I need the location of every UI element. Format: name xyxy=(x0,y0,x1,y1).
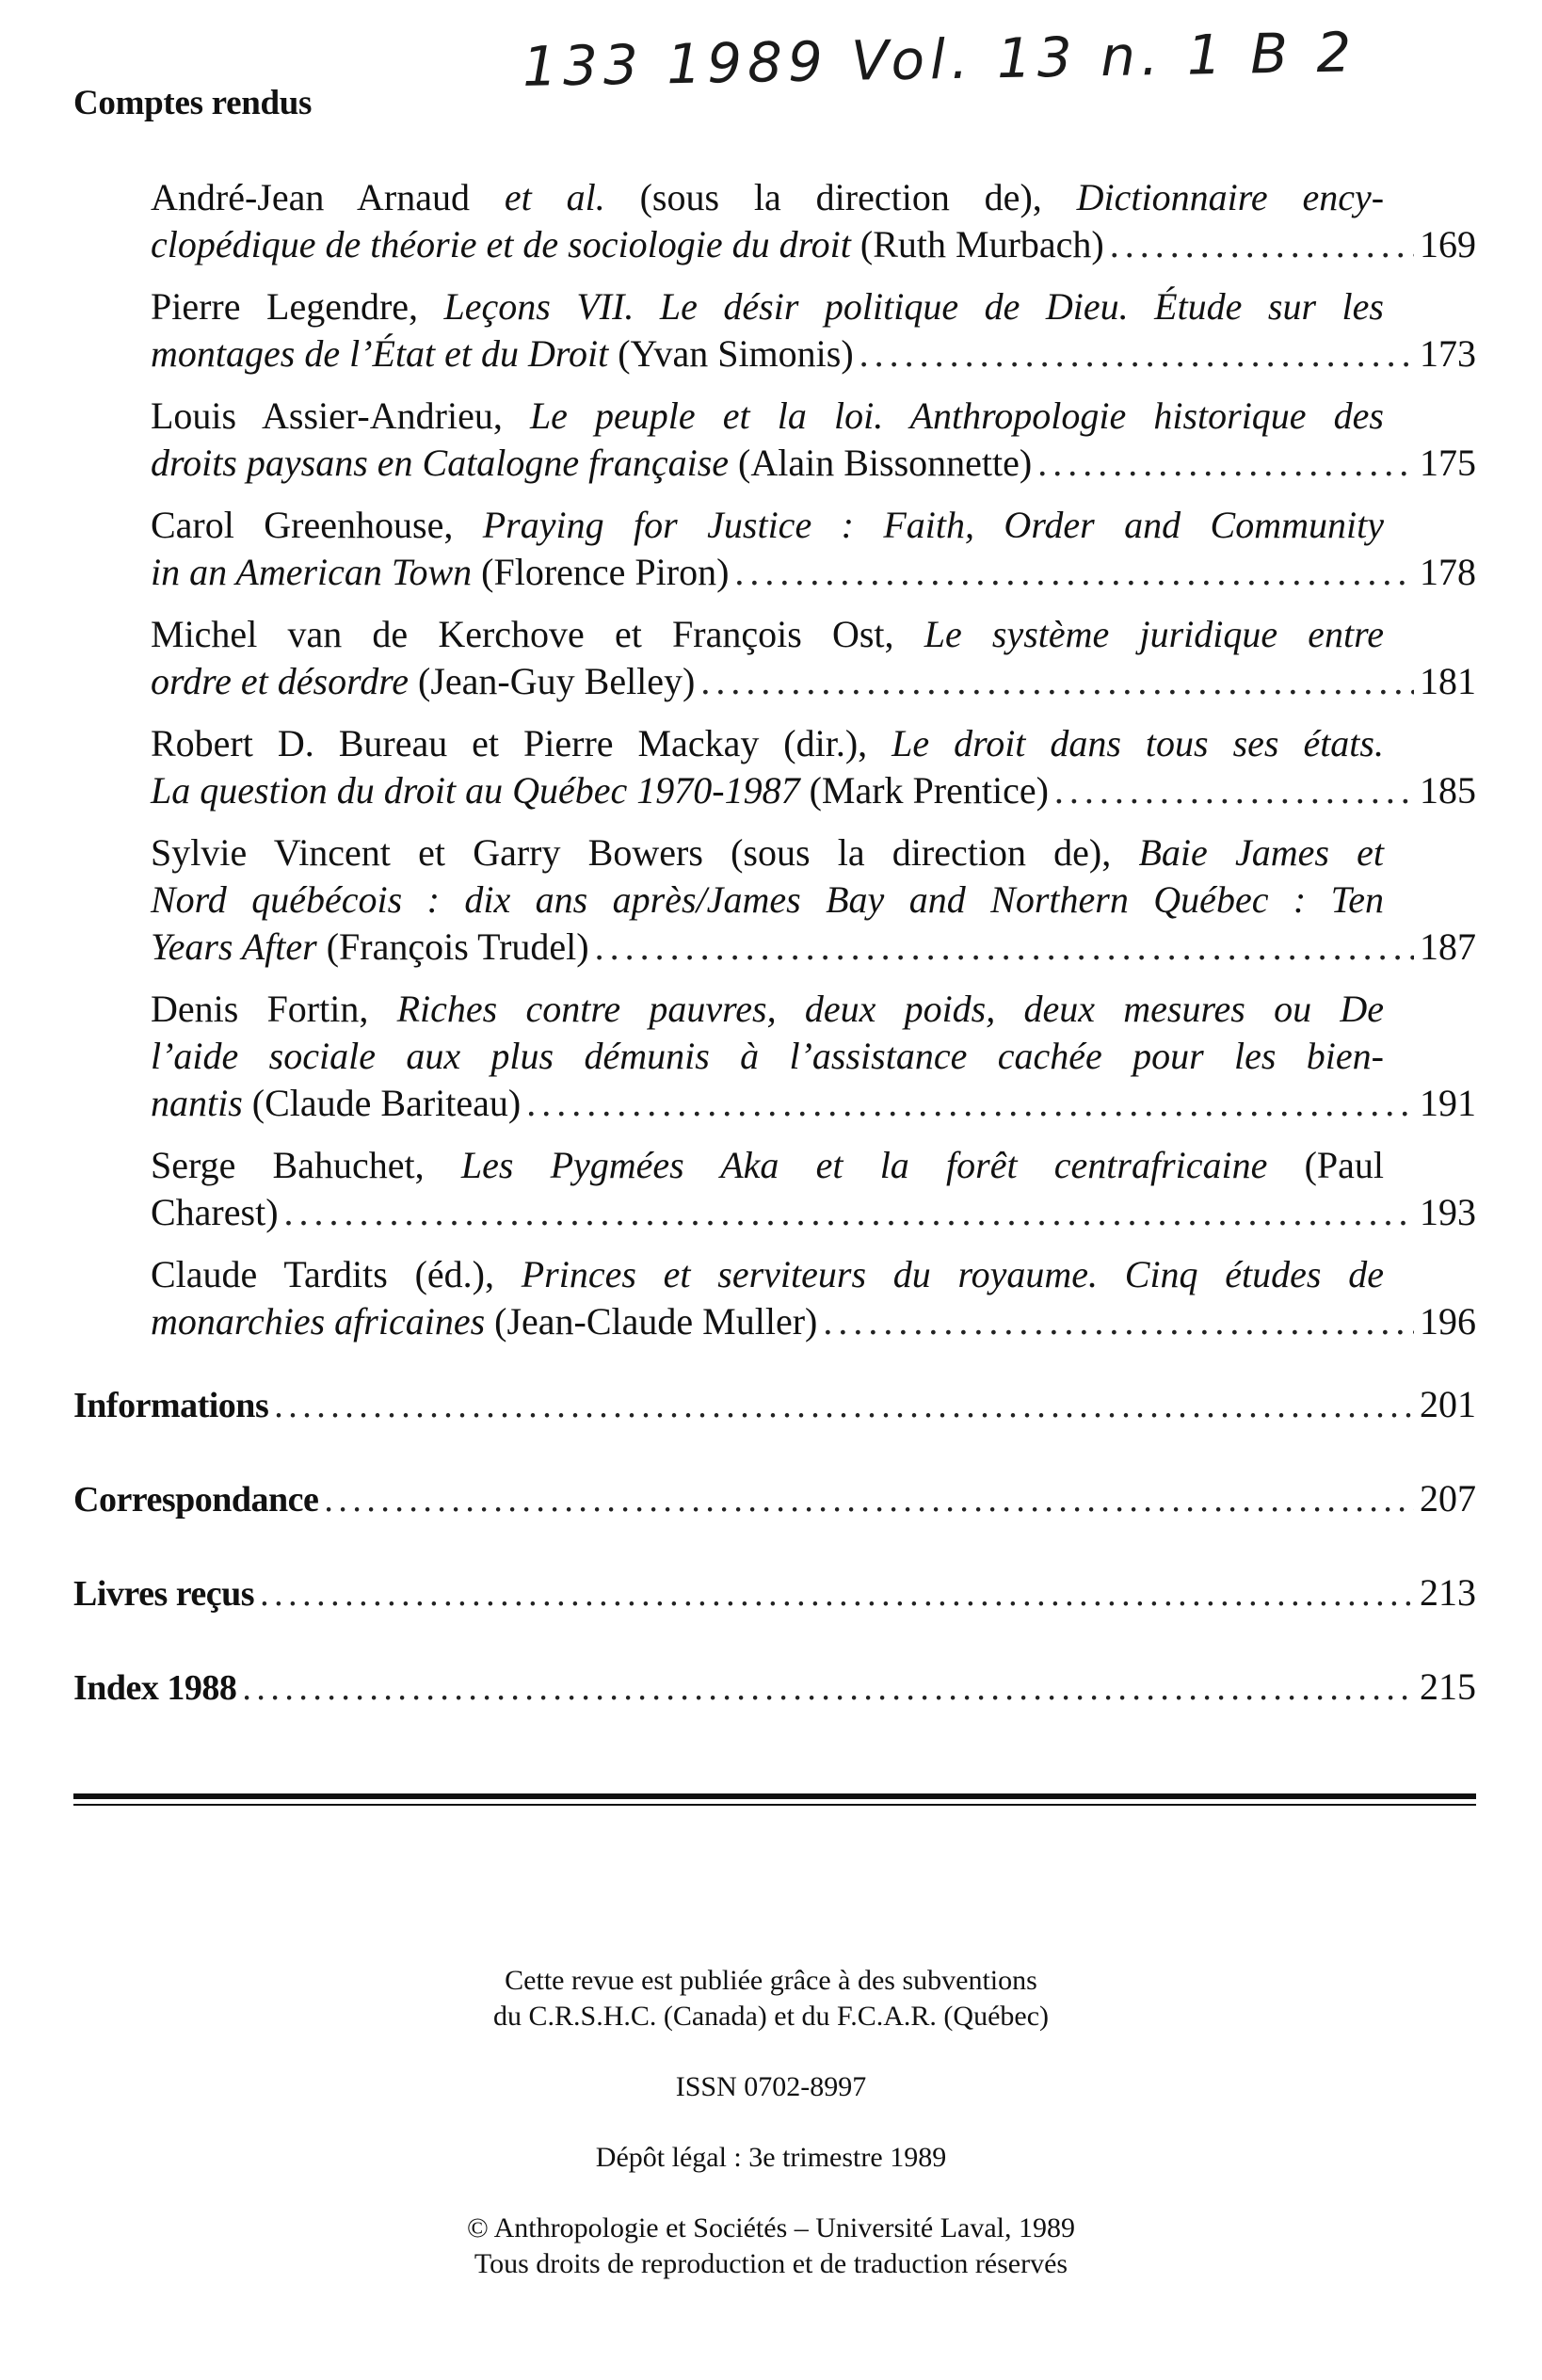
review-last-text xyxy=(151,1080,521,1127)
handwritten-annotation: 133 1989 Vol. 13 n. 1 B 2 xyxy=(522,20,1357,99)
text-run: André-Jean Arnaud xyxy=(151,176,505,218)
colophon-funding-1: Cette revue est publiée grâce à des subventions xyxy=(505,1965,1037,1996)
review-line xyxy=(151,283,1476,330)
text-run: Pierre Legendre, xyxy=(151,285,444,328)
page-number: 196 xyxy=(1420,1300,1476,1343)
text-run: Leçons VII. Le désir politique de Dieu. Étude sur les xyxy=(443,285,1384,328)
text-run: Baie James et xyxy=(1138,831,1385,874)
toc-section-row xyxy=(73,1382,1476,1428)
colophon xyxy=(0,1963,1542,2282)
review-line xyxy=(151,829,1476,876)
reviews-list xyxy=(151,174,1476,1360)
review-line xyxy=(151,986,1476,1033)
toc-section-label: Livres reçus xyxy=(73,1574,255,1614)
dot-leader xyxy=(284,1189,1414,1236)
text-run: droits paysans en Catalogne française xyxy=(151,442,730,484)
review-last-text xyxy=(151,221,1104,268)
text-run: (Florence Piron) xyxy=(472,551,730,593)
review-line-text xyxy=(151,502,1384,549)
colophon-depot: Dépôt légal : 3e trimestre 1989 xyxy=(595,2142,947,2173)
page-number: 201 xyxy=(1420,1383,1476,1425)
double-rule-thin xyxy=(73,1804,1476,1806)
text-run: Dictionnaire ency- xyxy=(1076,176,1385,218)
text-run: (Jean-Guy Belley) xyxy=(409,660,696,702)
review-line xyxy=(151,174,1476,221)
text-run: Praying for Justice : Faith, Order and Community xyxy=(482,504,1384,546)
text-run: (François Trudel) xyxy=(316,925,589,968)
dot-leader xyxy=(1037,440,1414,487)
text-run: clopédique de théorie et de sociologie du droit xyxy=(151,223,851,265)
text-run: (sous la direction de), xyxy=(604,176,1077,218)
text-run: Michel van de Kerchove et François Ost, xyxy=(151,613,924,655)
review-last-line xyxy=(151,330,1476,378)
review-entry xyxy=(151,829,1476,971)
review-line xyxy=(151,720,1476,767)
text-run: Years After xyxy=(151,925,317,968)
text-run: Serge Bahuchet, xyxy=(151,1144,461,1186)
text-run: Louis Assier-Andrieu, xyxy=(151,394,530,437)
review-last-line xyxy=(151,221,1476,268)
review-last-line xyxy=(151,658,1476,705)
toc-section-row xyxy=(73,1664,1476,1711)
review-last-text xyxy=(151,440,1032,487)
review-line-text xyxy=(151,876,1384,924)
colophon-funding-2: du C.R.S.H.C. (Canada) et du F.C.A.R. (Québec) xyxy=(492,2001,1050,2032)
text-run: (Claude Bariteau) xyxy=(242,1082,522,1124)
review-last-line xyxy=(151,1080,1476,1127)
review-line-text xyxy=(151,393,1384,440)
review-last-text xyxy=(151,1298,817,1345)
review-line-text xyxy=(151,986,1384,1033)
page-number: 207 xyxy=(1420,1477,1476,1520)
review-entry xyxy=(151,502,1476,596)
review-entry xyxy=(151,174,1476,268)
review-last-text xyxy=(151,658,695,705)
colophon-issn: ISSN 0702-8997 xyxy=(675,2071,867,2102)
dot-leader xyxy=(700,658,1414,705)
dot-leader xyxy=(595,924,1414,971)
text-run: l’aide sociale aux plus démunis à l’assistance cachée pour les bien- xyxy=(151,1035,1384,1077)
review-line xyxy=(151,502,1476,549)
text-run: Princes et serviteurs du royaume. Cinq études de xyxy=(521,1253,1384,1295)
review-line-text xyxy=(151,1251,1384,1298)
text-run: Riches contre pauvres, deux poids, deux mesures ou De xyxy=(396,988,1384,1030)
text-run: La question du droit au Québec 1970-1987 xyxy=(151,769,800,812)
dot-leader xyxy=(859,330,1414,378)
review-last-line xyxy=(151,767,1476,814)
toc-section-label: Informations xyxy=(73,1386,269,1425)
review-last-line xyxy=(151,440,1476,487)
review-line xyxy=(151,393,1476,440)
text-run: montages de l’État et du Droit xyxy=(151,332,609,375)
sections-list xyxy=(73,1382,1476,1759)
review-line-text xyxy=(151,1142,1384,1189)
dot-leader xyxy=(242,1665,1414,1711)
dot-leader xyxy=(324,1477,1414,1522)
colophon-copyright: © Anthropologie et Sociétés – Université Laval, 1989 xyxy=(467,2212,1075,2243)
dot-leader xyxy=(274,1383,1414,1428)
review-last-line xyxy=(151,924,1476,971)
text-run: Robert D. Bureau et Pierre Mackay (dir.), xyxy=(151,722,892,764)
review-line xyxy=(151,1251,1476,1298)
review-last-line xyxy=(151,1298,1476,1345)
review-last-text xyxy=(151,1189,279,1236)
text-run: Sylvie Vincent et Garry Bowers (sous la direction de), xyxy=(151,831,1139,874)
review-line xyxy=(151,1142,1476,1189)
review-line-text xyxy=(151,829,1384,876)
text-run: Denis Fortin, xyxy=(151,988,397,1030)
dot-leader xyxy=(823,1298,1414,1345)
review-last-text xyxy=(151,767,1049,814)
dot-leader xyxy=(1110,221,1414,268)
review-last-text xyxy=(151,330,854,378)
text-run: monarchies africaines xyxy=(151,1300,486,1343)
toc-section-row xyxy=(73,1570,1476,1616)
review-line xyxy=(151,876,1476,924)
page-number: 191 xyxy=(1420,1082,1476,1124)
review-entry xyxy=(151,1142,1476,1236)
text-run: (Ruth Murbach) xyxy=(850,223,1104,265)
text-run: Claude Tardits (éd.), xyxy=(151,1253,522,1295)
text-run: (Yvan Simonis) xyxy=(608,332,854,375)
page-number: 169 xyxy=(1420,223,1476,265)
text-run: Le système juridique entre xyxy=(924,613,1384,655)
review-line-text xyxy=(151,283,1384,330)
review-entry xyxy=(151,986,1476,1127)
toc-section-row xyxy=(73,1476,1476,1522)
text-run: Les Pygmées Aka et la forêt centrafricaine xyxy=(460,1144,1268,1186)
review-last-line xyxy=(151,1189,1476,1236)
dot-leader xyxy=(1054,767,1414,814)
review-line-text xyxy=(151,174,1384,221)
dot-leader xyxy=(260,1571,1414,1616)
page-number: 193 xyxy=(1420,1191,1476,1233)
page-number: 173 xyxy=(1420,332,1476,375)
review-line xyxy=(151,1033,1476,1080)
text-run: (Alain Bissonnette) xyxy=(729,442,1033,484)
text-run: Le peuple et la loi. Anthropologie historique des xyxy=(529,394,1384,437)
text-run: Carol Greenhouse, xyxy=(151,504,483,546)
page-number: 181 xyxy=(1420,660,1476,702)
review-last-text xyxy=(151,924,589,971)
text-run: et al. xyxy=(504,176,605,218)
text-run: (Jean-Claude Muller) xyxy=(485,1300,818,1343)
page-number: 185 xyxy=(1420,769,1476,812)
page-number: 175 xyxy=(1420,442,1476,484)
text-run: Nord québécois : dix ans après/James Bay and Northern Québec : Ten xyxy=(151,878,1384,921)
review-entry xyxy=(151,611,1476,705)
section-title: Comptes rendus xyxy=(73,84,313,122)
text-run: ordre et désordre xyxy=(151,660,410,702)
text-run: (Mark Prentice) xyxy=(799,769,1049,812)
review-entry xyxy=(151,393,1476,487)
page-number: 215 xyxy=(1420,1665,1476,1708)
colophon-rights: Tous droits de reproduction et de traduction réservés xyxy=(474,2248,1068,2279)
text-run: Charest) xyxy=(151,1191,279,1233)
review-line-text xyxy=(151,720,1384,767)
text-run: (Paul xyxy=(1267,1144,1385,1186)
review-entry xyxy=(151,1251,1476,1345)
review-entry xyxy=(151,720,1476,814)
toc-section-label: Index 1988 xyxy=(73,1668,237,1708)
review-line-text xyxy=(151,611,1384,658)
text-run: nantis xyxy=(151,1082,243,1124)
page-number: 213 xyxy=(1420,1571,1476,1614)
text-run: Le droit dans tous ses états. xyxy=(891,722,1384,764)
review-line-text xyxy=(151,1033,1384,1080)
double-rule-thick xyxy=(73,1793,1476,1799)
dot-leader xyxy=(526,1080,1414,1127)
text-run: in an American Town xyxy=(151,551,473,593)
page-number: 178 xyxy=(1420,551,1476,593)
review-last-line xyxy=(151,549,1476,596)
page-number: 187 xyxy=(1420,925,1476,968)
review-line xyxy=(151,611,1476,658)
review-entry xyxy=(151,283,1476,378)
review-last-text xyxy=(151,549,729,596)
toc-section-label: Correspondance xyxy=(73,1480,319,1520)
dot-leader xyxy=(734,549,1414,596)
